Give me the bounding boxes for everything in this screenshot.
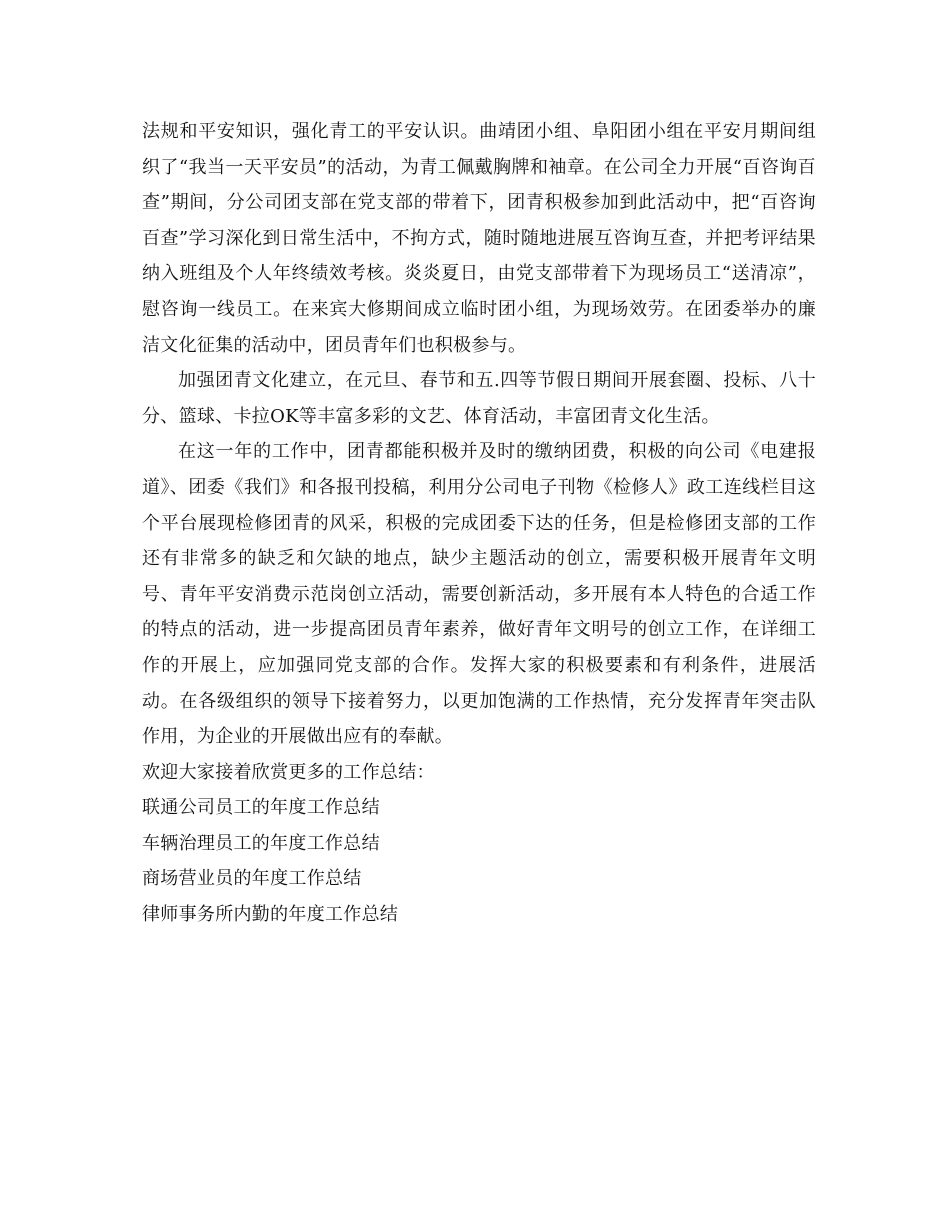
related-summary-link-1[interactable]: 联通公司员工的年度工作总结 xyxy=(142,797,380,819)
related-summary-link-2[interactable]: 车辆治理员工的年度工作总结 xyxy=(142,832,380,854)
related-summaries-list xyxy=(142,790,816,932)
body-paragraph-2: 加强团青文化建立，在元旦、春节和五.四等节假日期间开展套圈、投标、八十分、篮球、卡拉OK等丰富多彩的文艺、体育活动，丰富团青文化生活。 xyxy=(142,370,816,427)
body-paragraph-3: 在这一年的工作中，团青都能积极并及时的缴纳团费，积极的向公司《电建报道》、团委《我们》和各报刊投稿，利用分公司电子刊物《检修人》政工连线栏目这个平台展现检修团青的风采，积极的完成团委下达的任务，但是检修团支部的工作还有非常多的缺乏和欠缺的地点，缺少主题活动的创立，需要积极开展青年文明号、青年平安消费示范岗创立活动，需要创新活动，多开展有本人特色的合适工作的特点的活动，进一步提高团员青年素养，做好青年文明号的创立工作，在详细工作的开展上，应加强同党支部的合作。发挥大家的积极要素和有利条件，进展活动。在各级组织的领导下接着努力，以更加饱满的工作热情，充分发挥青年突击队作用，为企业的开展做出应有的奉献。 xyxy=(142,441,816,748)
more-summaries-intro: 欢迎大家接着欣赏更多的工作总结： xyxy=(142,761,435,783)
document-body xyxy=(142,114,816,933)
related-summary-link-4[interactable]: 律师事务所内勤的年度工作总结 xyxy=(142,904,399,926)
related-summary-link-3[interactable]: 商场营业员的年度工作总结 xyxy=(142,868,362,890)
body-paragraph-1: 法规和平安知识，强化青工的平安认识。曲靖团小组、阜阳团小组在平安月期间组织了“我当一天平安员”的活动，为青工佩戴胸牌和袖章。在公司全力开展“百咨询百查”期间，分公司团支部在党支部的带着下，团青积极参加到此活动中，把“百咨询百查”学习深化到日常生活中，不拘方式，随时随地进展互咨询互查，并把考评结果纳入班组及个人年终绩效考核。炎炎夏日，由党支部带着下为现场员工“送清凉”，慰咨询一线员工。在来宾大修期间成立临时团小组，为现场效劳。在团委举办的廉洁文化征集的活动中，团员青年们也积极参与。 xyxy=(142,121,816,356)
